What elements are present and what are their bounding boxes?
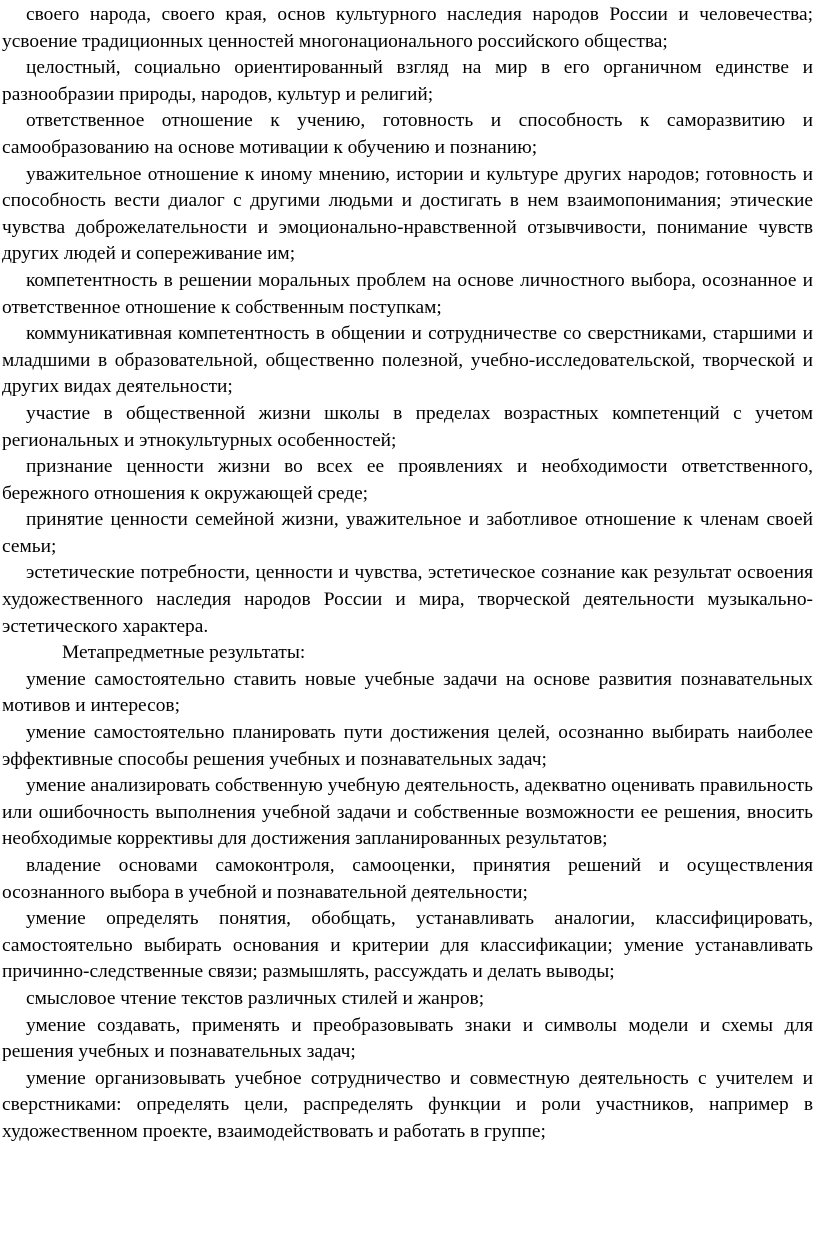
personal-result-item: принятие ценности семейной жизни, уважительное и заботливое отношение к членам своей семьи; [2, 509, 813, 557]
personal-result-item: своего народа, своего края, основ культурного наследия народов России и человечества; усвоение традиционных ценностей многонационального российского общества; [2, 4, 813, 52]
personal-result-item: коммуникативная компетентность в общении и сотрудничестве со сверстниками, старшими и младшими в образовательной, общественно полезной, учебно-исследовательской, творческой и других видах деятельности; [2, 323, 813, 398]
meta-results-heading: Метапредметные результаты: [62, 642, 306, 664]
meta-results-section [2, 667, 813, 1146]
meta-result-item: умение анализировать собственную учебную деятельность, адекватно оценивать правильность или ошибочность выполнения учебной задачи и собственные возможности ее решения, вносить необходимые коррективы для достижения запланированных результатов; [2, 775, 813, 850]
meta-result-item: умение организовывать учебное сотрудничество и совместную деятельность с учителем и сверстниками: определять цели, распределять функции и роли участников, например в художественном проекте, взаимодействовать и работать в группе; [2, 1067, 813, 1142]
personal-results-section [2, 2, 813, 640]
meta-result-item: умение самостоятельно ставить новые учебные задачи на основе развития познавательных мотивов и интересов; [2, 668, 813, 717]
personal-result-item: ответственное отношение к учению, готовность и способность к саморазвитию и самообразованию на основе мотивации к обучению и познанию; [2, 110, 813, 158]
meta-result-item: умение определять понятия, обобщать, устанавливать аналогии, классифицировать, самостоятельно выбирать основания и критерии для классификации; умение устанавливать причинно-следственные связи; размышлять, рассуждать и делать выводы; [2, 908, 813, 983]
meta-result-item: умение самостоятельно планировать пути достижения целей, осознанно выбирать наиболее эффективные способы решения учебных и познавательных задач; [2, 722, 813, 770]
personal-result-item: компетентность в решении моральных проблем на основе личностного выбора, осознанное и ответственное отношение к собственным поступкам; [2, 269, 813, 318]
personal-result-item: целостный, социально ориентированный взгляд на мир в его органичном единстве и разнообразии природы, народов, культур и религий; [2, 57, 813, 105]
meta-result-item: умение создавать, применять и преобразовывать знаки и символы модели и схемы для решения учебных и познавательных задач; [2, 1014, 813, 1063]
personal-result-item: уважительное отношение к иному мнению, истории и культуре других народов; готовность и способность вести диалог с другими людьми и достигать в нем взаимопонимания; этические чувства доброжелательности и эмоционально-нравственной отзывчивости, понимание чувств других людей и сопереживание им; [2, 163, 813, 265]
personal-result-item: эстетические потребности, ценности и чувства, эстетическое сознание как результат освоения художественного наследия народов России и мира, творческой деятельности музыкально-эстетического характера. [2, 562, 813, 637]
meta-result-item: смысловое чтение текстов различных стилей и жанров; [26, 987, 485, 1009]
personal-result-item: признание ценности жизни во всех ее проявлениях и необходимости ответственного, бережного отношения к окружающей среде; [2, 456, 813, 504]
meta-result-item: владение основами самоконтроля, самооценки, принятия решений и осуществления осознанного выбора в учебной и познавательной деятельности; [2, 855, 813, 903]
personal-result-item: участие в общественной жизни школы в пределах возрастных компетенций с учетом региональных и этнокультурных особенностей; [2, 402, 813, 451]
